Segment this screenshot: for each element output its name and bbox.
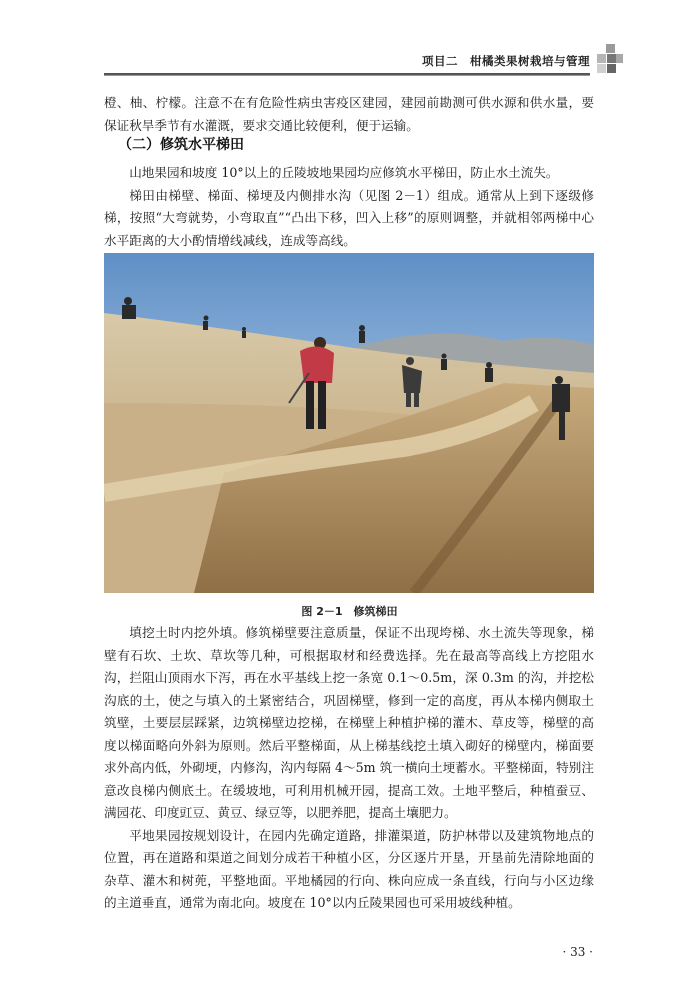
intro-text (104, 92, 594, 137)
running-header (104, 50, 590, 76)
terrace-construction-photo (104, 253, 594, 593)
header-rule (104, 73, 590, 76)
section-heading: （二）修筑水平梯田 (118, 137, 244, 153)
paragraph: 橙、柚、柠檬。注意不在有危险性病虫害疫区建园，建园前勘测可供水源和供水量，要保证秋旱季节有水灌溉，要求交通比较便利，便于运输。 (104, 95, 594, 133)
figure-caption: 图 2－1 修筑梯田 (301, 605, 398, 618)
body-text (104, 622, 594, 915)
page-number: · 33 · (562, 945, 593, 959)
paragraph: 山地果园和坡度 10°以上的丘陵坡地果园均应修筑水平梯田，防止水土流失。 (129, 165, 559, 180)
section-text (104, 162, 594, 252)
paragraph: 平地果园按规划设计，在园内先确定道路，排灌渠道，防护林带以及建筑物地点的位置，再在道路和渠道之间划分成若干种植小区，分区逐片开垦，开垦前先清除地面的杂草、灌木和树蔸，平整地面。平地橘园的行向、株向应成一条直线，行向与小区边缘的主道垂直，通常为南北向。坡度在 10°以内丘陵果园也可采用坡线种植。 (104, 827, 594, 910)
paragraph: 填挖土时内挖外填。修筑梯壁要注意质量，保证不出现垮梯、水土流失等现象，梯壁有石坎、土坎、草坎等几种，可根据取材和经费选择。先在最高等高线上方挖阻水沟，拦阻山顶雨水下泻，再在水平基线上挖一条宽 0.1～0.5m，深 0.3m 的沟，并挖松沟底的土，使之与填入的土紧密结合，巩固梯壁，修到一定的高度，再从本梯内侧取土筑壁，土要层层踩紧，边筑梯壁边挖梯，在梯壁上种植护梯的灌木、草皮等，梯壁的高度以梯面略向外斜为原则。然后平整梯面，从上梯基线挖土填入砌好的梯壁内，梯面要求外高内低，外砌埂，内修沟，沟内每隔 4～5m 筑一横向土埂蓄水。平整梯面，特别注意改良梯内侧底土。在缓坡地，可利用机械开园，提高工效。土地平整后，种植蚕豆、满园花、印度豇豆、黄豆、绿豆等，以肥养肥，提高土壤肥力。 (104, 625, 594, 820)
decorative-squares-icon (597, 44, 623, 80)
paragraph: 梯田由梯壁、梯面、梯埂及内侧排水沟（见图 2－1）组成。通常从上到下逐级修梯，按照“大弯就势，小弯取直”“凸出下移，凹入上移”的原则调整，并就相邻两梯中心水平距离的大小酌情增线减线，连成等高线。 (104, 187, 594, 248)
running-title: 项目二 柑橘类果树栽培与管理 (422, 54, 590, 68)
